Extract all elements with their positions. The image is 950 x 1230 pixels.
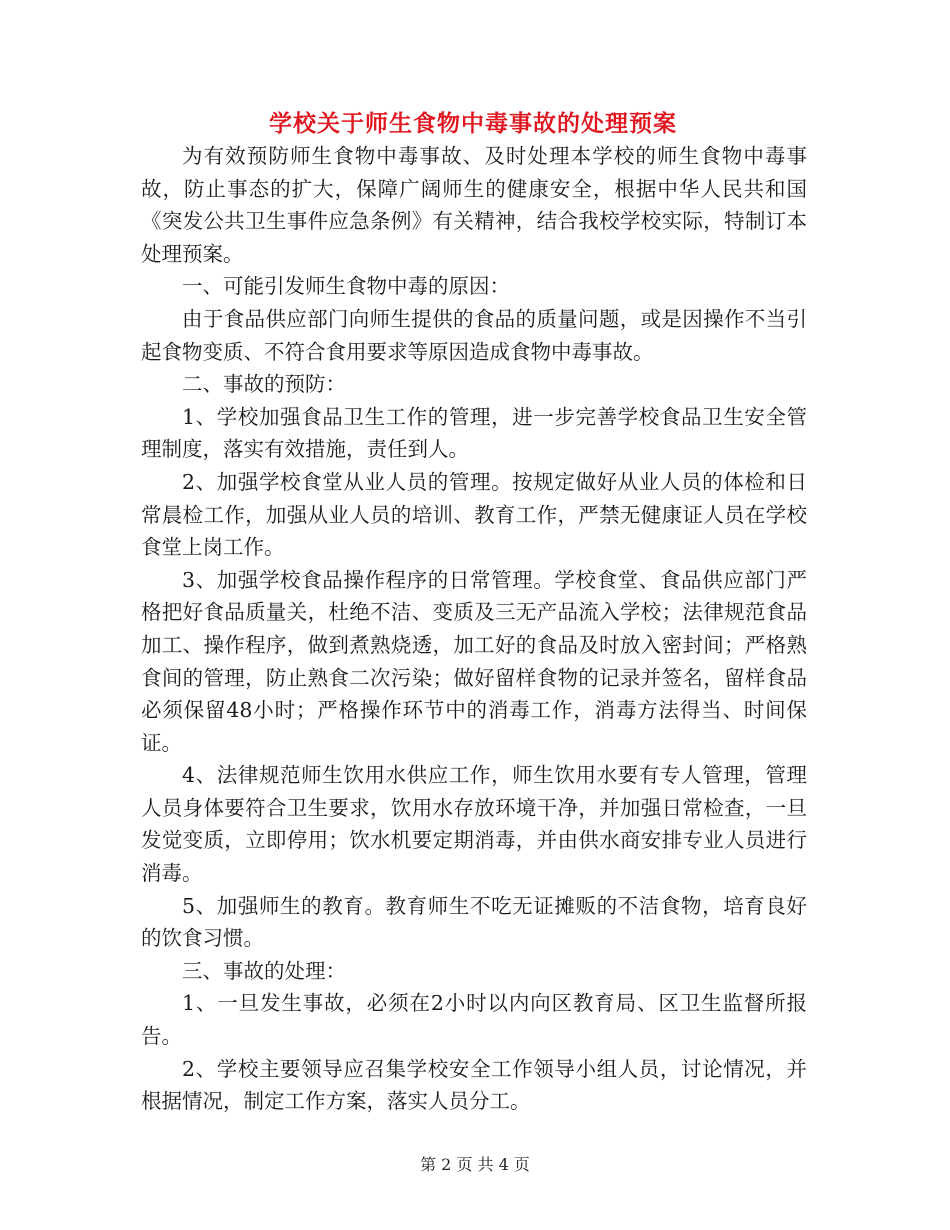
document-body (141, 140, 807, 1118)
paragraph: 3、加强学校食品操作程序的日常管理。学校食堂、食品供应部门严格把好食品质量关，杜绝不洁、变质及三无产品流入学校；法律规范食品加工、操作程序，做到煮熟烧透，加工好的食品及时放入密封间；严格熟食间的管理，防止熟食二次污染；做好留样食物的记录并签名，留样食品必须保留48小时；严格操作环节中的消毒工作，消毒方法得当、时间保证。 (141, 567, 807, 755)
paragraph: 2、学校主要领导应召集学校安全工作领导小组人员，讨论情况，并根据情况，制定工作方案，落实人员分工。 (141, 1056, 807, 1114)
paragraph: 由于食品供应部门向师生提供的食品的质量问题，或是因操作不当引起食物变质、不符合食用要求等原因造成食物中毒事故。 (141, 306, 807, 364)
paragraph: 5、加强师生的教育。教育师生不吃无证摊贩的不洁食物，培育良好的饮食习惯。 (141, 893, 807, 951)
paragraph: 2、加强学校食堂从业人员的管理。按规定做好从业人员的体检和日常晨检工作，加强从业人员的培训、教育工作，严禁无健康证人员在学校食堂上岗工作。 (141, 469, 807, 560)
page-number-footer: 第 2 页 共 4 页 (420, 1155, 530, 1174)
section-heading: 一、可能引发师生食物中毒的原因： (182, 274, 510, 299)
section-heading: 二、事故的预防： (182, 372, 346, 397)
paragraph: 1、学校加强食品卫生工作的管理，进一步完善学校食品卫生安全管理制度，落实有效措施，责任到人。 (141, 404, 807, 462)
paragraph: 4、法律规范师生饮用水供应工作，师生饮用水要有专人管理，管理人员身体要符合卫生要求，饮用水存放环境干净，并加强日常检查，一旦发觉变质，立即停用；饮水机要定期消毒，并由供水商安排专业人员进行消毒。 (141, 763, 807, 886)
section-heading: 三、事故的处理： (182, 958, 346, 983)
paragraph: 为有效预防师生食物中毒事故、及时处理本学校的师生食物中毒事故，防止事态的扩大，保障广阔师生的健康安全，根据中华人民共和国《突发公共卫生事件应急条例》有关精神，结合我校学校实际，特制订本处理预案。 (141, 144, 807, 266)
document-title: 学校关于师生食物中毒事故的处理预案 (269, 110, 677, 137)
paragraph: 1、一旦发生事故，必须在2小时以内向区教育局、区卫生监督所报告。 (141, 991, 807, 1049)
